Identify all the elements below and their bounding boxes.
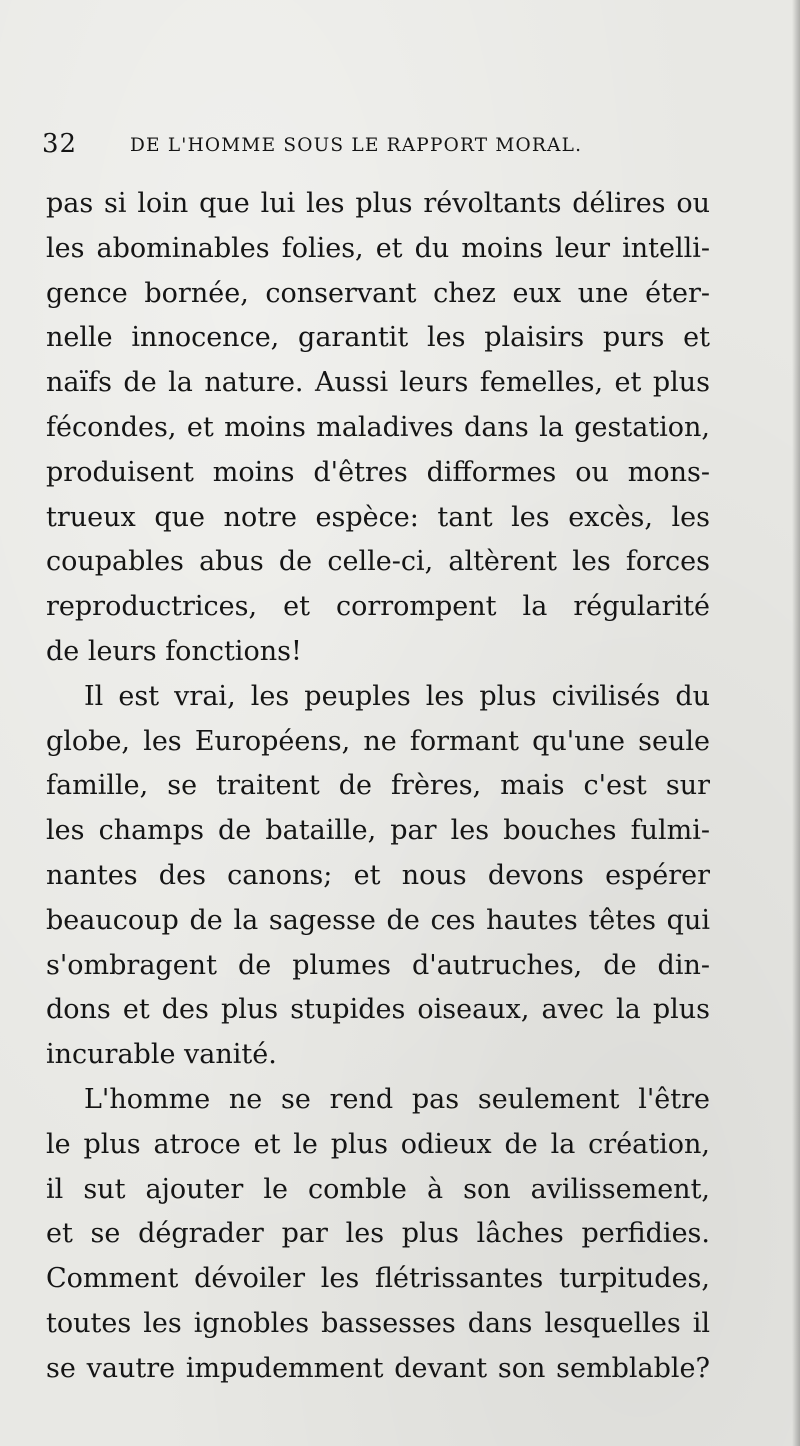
text-line: trueux que notre espèce: tant les excès, les (46, 501, 710, 533)
text-line: pas si loin que lui les plus révoltants délires ou (46, 188, 710, 219)
text-line: produisent moins d'êtres difformes ou mons- (46, 456, 710, 488)
body-text (46, 182, 710, 1392)
text-line-paragraph-end: de leurs fonctions! (46, 635, 302, 667)
text-line: famille, se traitent de frères, mais c'est sur (46, 770, 710, 802)
text-line: coupables abus de celle-ci, altèrent les forces (46, 546, 710, 578)
text-line: naïfs de la nature. Aussi leurs femelles, et plus (46, 367, 710, 399)
text-line: le plus atroce et le plus odieux de la création, (46, 1128, 710, 1160)
text-line: dons et des plus stupides oiseaux, avec la plus (46, 994, 710, 1026)
text-line: les champs de bataille, par les bouches fulmi- (46, 815, 710, 847)
running-title: DE L'HOMME SOUS LE RAPPORT MORAL. (130, 135, 583, 156)
text-line-paragraph-end: incurable vanité. (46, 1039, 277, 1071)
text-line: il sut ajouter le comble à son avilissement, (46, 1173, 710, 1205)
text-line-paragraph-start: Il est vrai, les peuples les plus civilisés du (84, 680, 710, 712)
text-line: toutes les ignobles bassesses dans lesquelles il (46, 1307, 710, 1339)
text-line: nelle innocence, garantit les plaisirs purs et (46, 322, 710, 354)
text-line: globe, les Européens, ne formant qu'une seule (46, 725, 710, 757)
text-line: fécondes, et moins maladives dans la gestation, (46, 411, 710, 443)
running-head (42, 126, 732, 162)
text-line: reproductrices, et corrompent la régularité (46, 591, 710, 623)
text-line: se vautre impudemment devant son semblable? (46, 1352, 710, 1384)
text-line: s'ombragent de plumes d'autruches, de din- (46, 949, 710, 981)
text-line: Comment dévoiler les flétrissantes turpitudes, (46, 1263, 710, 1295)
text-line-paragraph-start: L'homme ne se rend pas seulement l'être (84, 1083, 710, 1115)
text-line: gence bornée, conservant chez eux une éter- (46, 277, 710, 309)
text-line: et se dégrader par les plus lâches perfidies. (46, 1218, 710, 1250)
text-line: beaucoup de la sagesse de ces hautes têtes qui (46, 904, 710, 936)
page-edge-shadow (792, 0, 800, 1446)
text-line: nantes des canons; et nous devons espérer (46, 859, 710, 891)
text-line: les abominables folies, et du moins leur intelli- (46, 232, 710, 264)
page-number: 32 (42, 129, 78, 159)
